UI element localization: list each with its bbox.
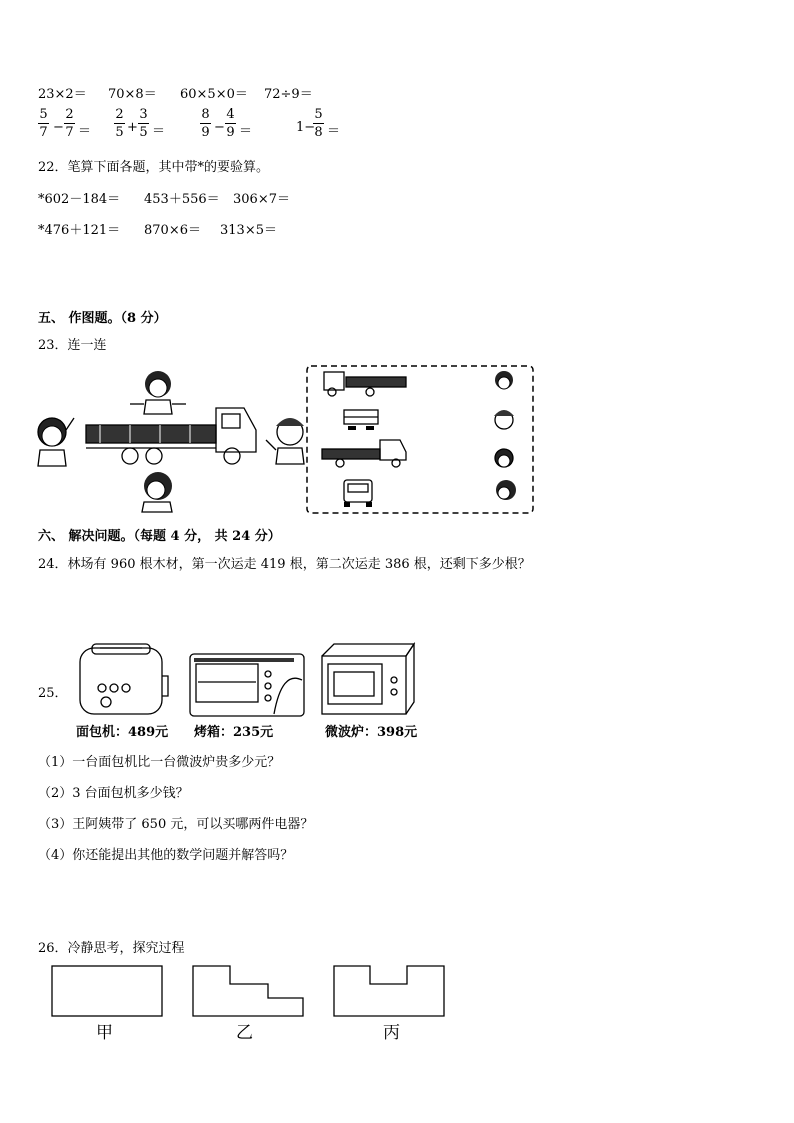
toaster-icon bbox=[80, 644, 168, 714]
shape-jia bbox=[52, 966, 162, 1016]
calc-item: 313×5＝ bbox=[220, 223, 277, 238]
truck-rear-view-icon bbox=[344, 410, 378, 430]
question-26-title: 26．冷静思考，探究过程 bbox=[38, 941, 185, 956]
calc-item: *476＋121＝ bbox=[38, 223, 121, 238]
microwave-icon bbox=[322, 644, 414, 714]
calc-item: 60×5×0＝ bbox=[180, 87, 248, 102]
appliances-illustration bbox=[76, 640, 426, 720]
question-25-sub-3: （3）王阿姨带了 650 元，可以买哪两件电器？ bbox=[38, 817, 314, 832]
question-25-sub-2: （2）3 台面包机多少钱？ bbox=[38, 786, 189, 801]
shape-bing bbox=[334, 966, 444, 1016]
calc-item: 70×8＝ bbox=[108, 87, 157, 102]
child-top-icon bbox=[130, 371, 186, 414]
question-23-title: 23．连一连 bbox=[38, 338, 107, 353]
truck-front-view-icon bbox=[344, 480, 372, 507]
question-25-sub-1: （1）一台面包机比一台微波炉贵多少元？ bbox=[38, 755, 281, 770]
calc-item: 306×7＝ bbox=[233, 192, 290, 207]
calc-item: *602－184＝ bbox=[38, 192, 121, 207]
toaster-price-label: 面包机：489元 bbox=[76, 725, 169, 740]
calc-item: 72÷9＝ bbox=[264, 87, 313, 102]
shape-label-bing: 丙 bbox=[383, 1023, 400, 1043]
question-25-number: 25． bbox=[38, 686, 68, 701]
connect-illustration bbox=[30, 360, 540, 520]
calc-item: 870×6＝ bbox=[144, 223, 201, 238]
question-22-title: 22．笔算下面各题，其中带*的要验算。 bbox=[38, 160, 270, 175]
shapes-figure bbox=[50, 962, 450, 1022]
calc-item: 453＋556＝ bbox=[144, 192, 220, 207]
shape-label-yi: 乙 bbox=[236, 1023, 253, 1043]
microwave-price-label: 微波炉：398元 bbox=[325, 725, 418, 740]
truck-side-view-icon bbox=[324, 372, 406, 396]
section-6-heading: 六、 解决问题。（每题 4 分， 共 24 分） bbox=[38, 529, 281, 544]
shape-yi bbox=[193, 966, 303, 1016]
truck-side-view-2-icon bbox=[322, 440, 406, 467]
question-24-text: 24．林场有 960 根木材，第一次运走 419 根，第二次运走 386 根，还剩下多少根？ bbox=[38, 557, 531, 572]
child-bottom-icon bbox=[142, 472, 172, 512]
section-5-heading: 五、 作图题。（8 分） bbox=[38, 311, 167, 326]
oven-icon bbox=[190, 654, 304, 716]
child-right-icon bbox=[266, 418, 304, 464]
shape-label-jia: 甲 bbox=[96, 1023, 113, 1043]
child-left-icon bbox=[38, 418, 74, 466]
question-25-sub-4: （4）你还能提出其他的数学问题并解答吗？ bbox=[38, 848, 294, 863]
truck-icon bbox=[86, 408, 256, 464]
oven-price-label: 烤箱：235元 bbox=[194, 725, 274, 740]
calc-item: 23×2＝ bbox=[38, 87, 87, 102]
